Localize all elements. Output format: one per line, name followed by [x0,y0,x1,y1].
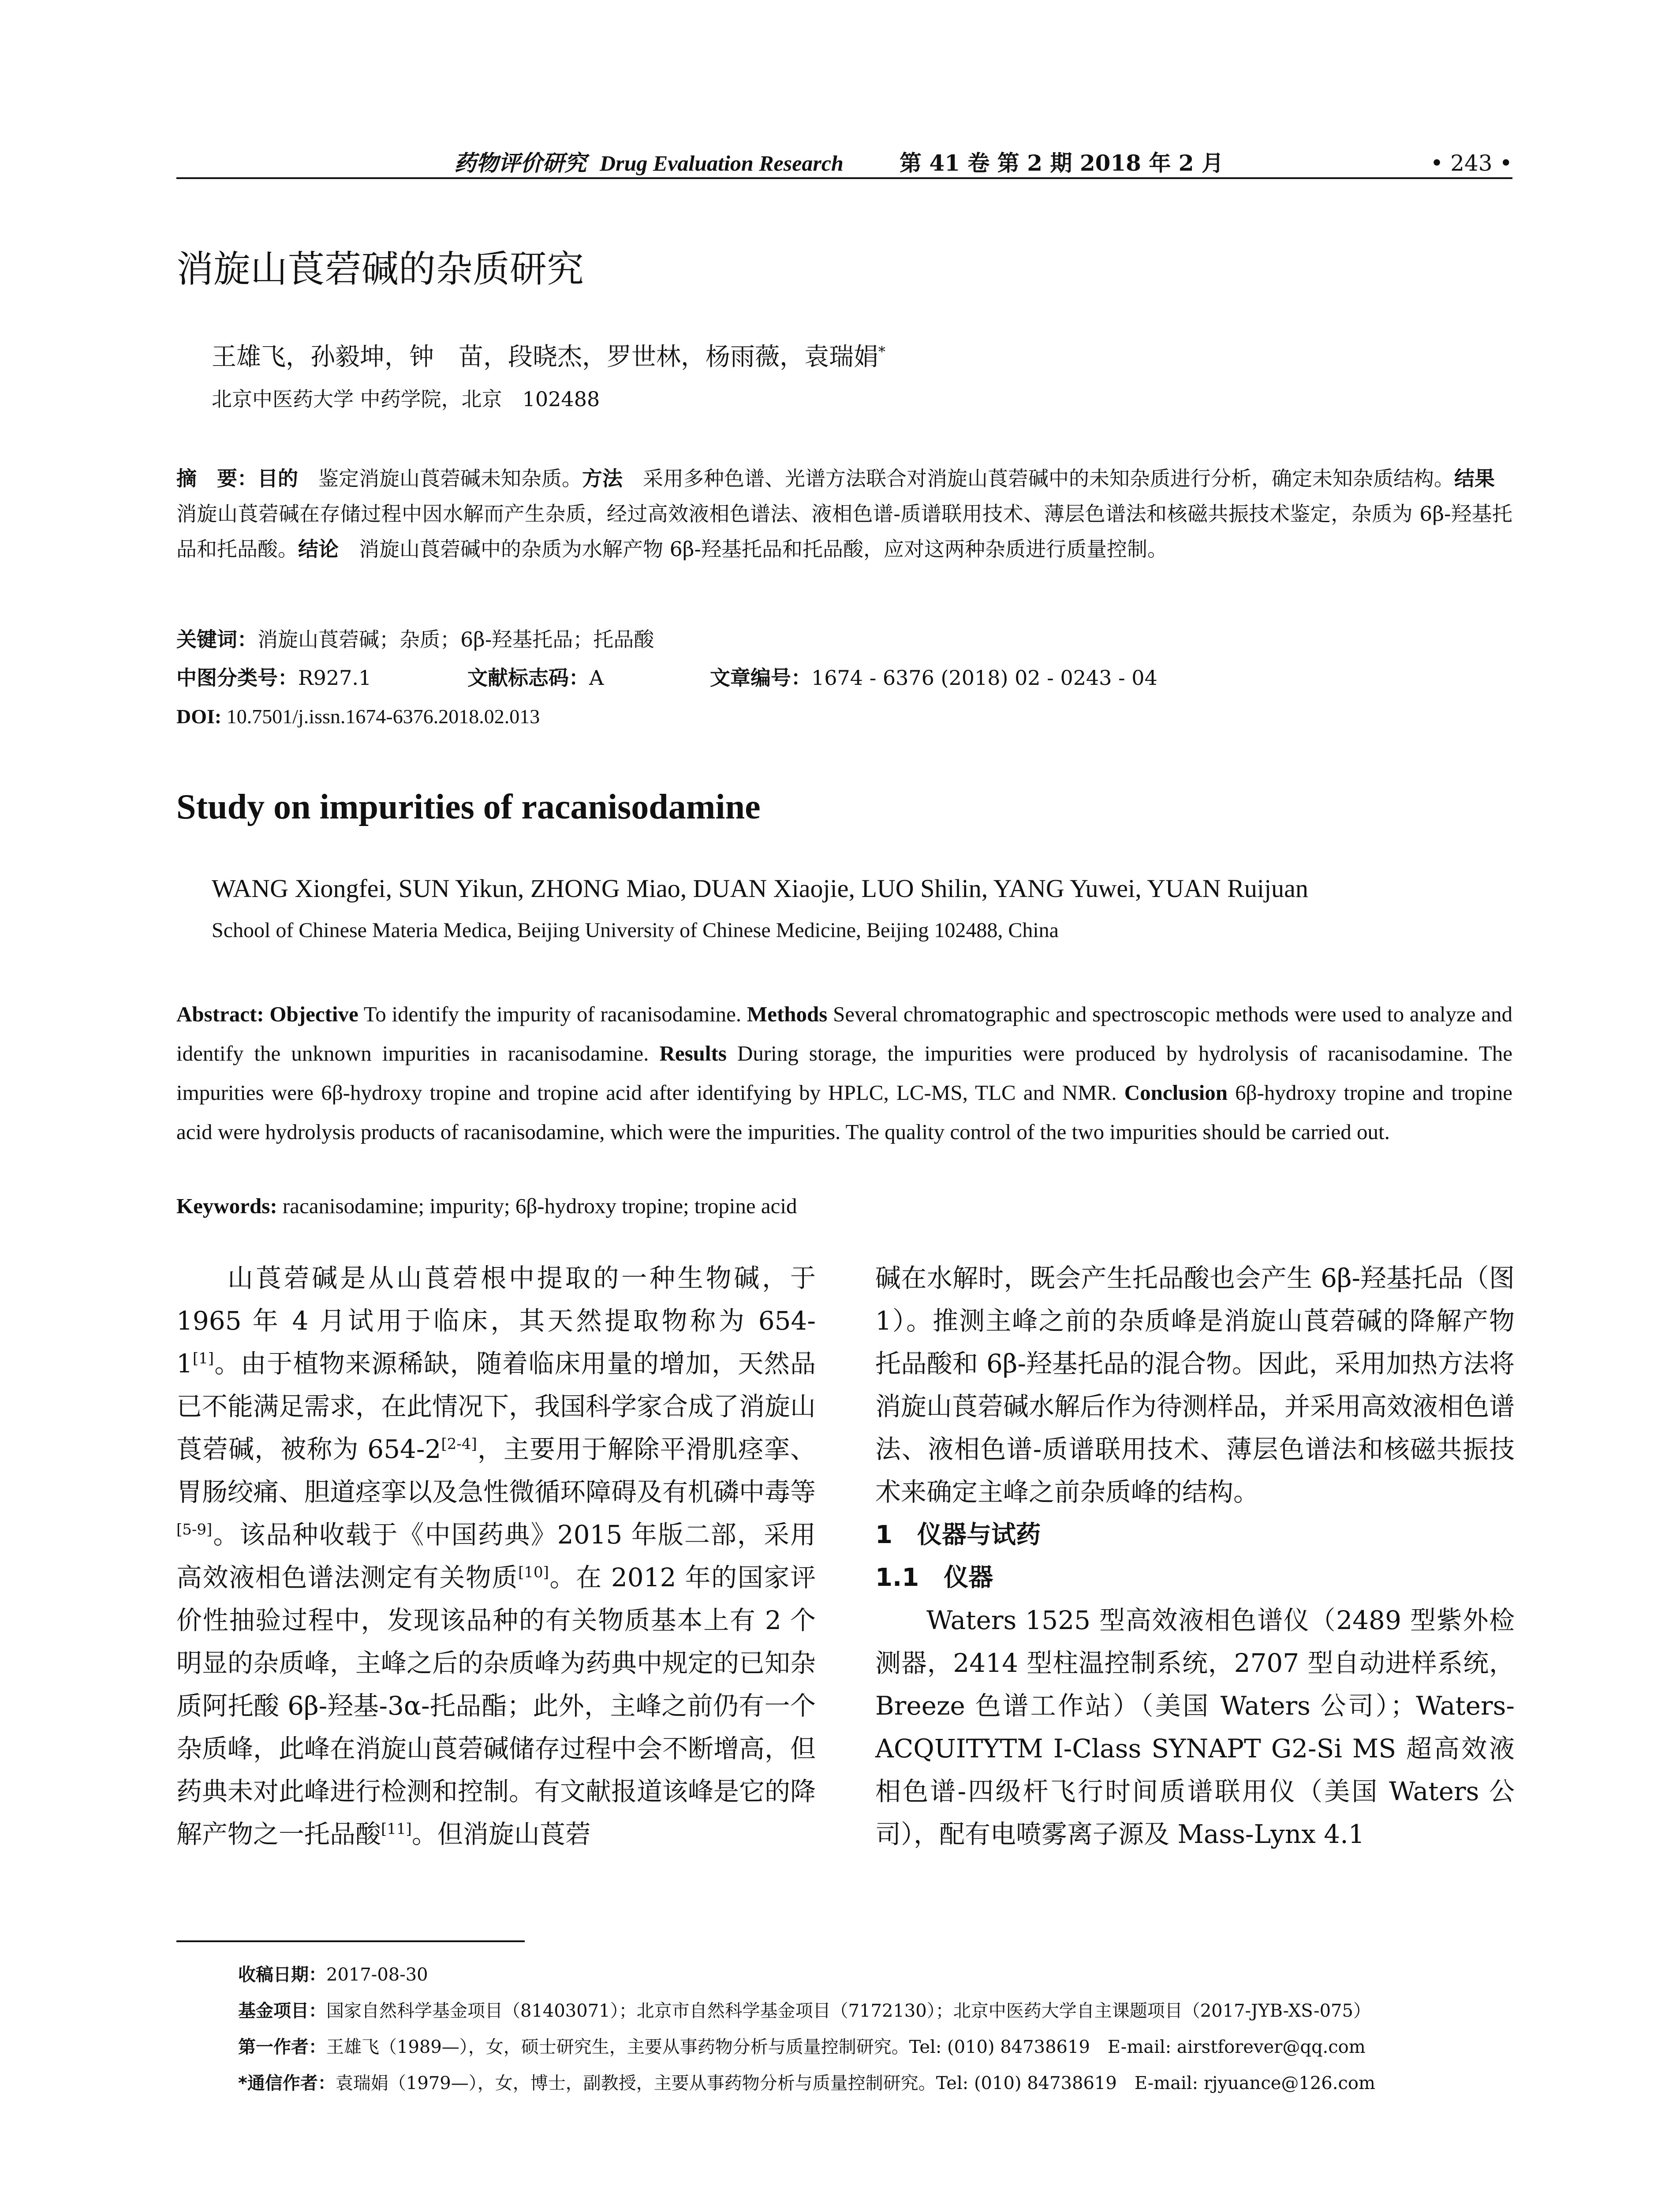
received-label: 收稿日期： [238,1965,326,1985]
doi-value: 10.7501/j.issn.1674-6376.2018.02.013 [221,705,540,728]
results-label-en: Results [659,1041,727,1065]
results-label-cn: 结果 [1454,467,1495,490]
fund-text: 国家自然科学基金项目（81403071）；北京市自然科学基金项目（7172130）；北京中医药大学自主课题项目（2017-JYB-XS-075） [326,2001,1371,2021]
body-column-right [875,1257,1515,1856]
page-number: • 243 • [1430,150,1512,176]
intro-paragraph-continued: 碱在水解时，既会产生托品酸也会产生 6β-羟基托品（图 1）。推测主峰之前的杂质峰是消旋山莨菪碱的降解产物托品酸和 6β-羟基托品的混合物。因此，采用加热方法将消旋山莨菪碱水解后作为待测样品，并采用高效液相色谱法、液相色谱-质谱联用技术、薄层色谱法和核磁共振技术来确定主峰之前杂质峰的结构。 [875,1263,1515,1507]
citation-ref: [5-9] [176,1521,213,1539]
doc-code-label: 文献标志码： [467,666,589,690]
objective-label-cn: 目的 [258,467,298,490]
results-cn: 消旋山莨菪碱在存储过程中因水解而产生杂质，经过高效液相色谱法、液相色谱-质谱联用技术、薄层色谱法和核磁共振技术鉴定，杂质为 6β-羟基托品和托品酸。 [176,467,1515,561]
keywords-cn [176,622,1512,657]
footnote-corresponding [238,2070,1375,2097]
methods-label-en: Methods [747,1002,828,1026]
journal-name-en: Drug Evaluation Research [600,151,844,176]
abstract-cn [176,461,1515,567]
abstract-en [176,994,1512,1151]
conclusion-label-cn: 结论 [298,537,339,561]
citation-ref: [1] [192,1349,214,1368]
citation-ref: [2-4] [441,1435,477,1453]
article-number: 1674 - 6376 (2018) 02 - 0243 - 04 [811,666,1157,690]
instrument-paragraph: Waters 1525 型高效液相色谱仪（2489 型紫外检测器，2414 型柱温控制系统，2707 型自动进样系统，Breeze 色谱工作站）（美国 Waters 公司）；Waters-ACQUITYTM I-Class SYNAPT G2-Si MS 超高效液相色谱-四级杆飞行时间质谱联用仪（美国 Waters 公司），配有电喷雾离子源及 Mass-Lynx 4.1 [875,1605,1515,1849]
doi-label: DOI: [176,705,222,728]
corresponding-text: 袁瑞娟（1979—），女，博士，副教授，主要从事药物分析与质量控制研究。Tel: (010) 84738619 E-mail: rjyuance@126.com [335,2073,1375,2093]
affiliation-en: School of Chinese Materia Medica, Beijing University of Chinese Medicine, Beijing 102488, China [212,919,1059,942]
section-heading: 1 仪器与试药 [875,1521,1041,1549]
objective-en: To identify the impurity of racanisodamine. [358,1002,747,1026]
citation-ref: [10] [518,1563,549,1581]
body-text: 。由于植物来源稀缺，随着临床用量的增加，天然品已不能满足需求，在此情况下，我国科学家合成了消旋山莨菪碱，被称为 654-2 [176,1349,816,1464]
keywords-en [176,1188,1512,1224]
authors-en: WANG Xiongfei, SUN Yikun, ZHONG Miao, DUAN Xiaojie, LUO Shilin, YANG Yuwei, YUAN Ruijuan [212,874,1308,903]
objective-cn: 鉴定消旋山莨菪碱未知杂质。 [298,467,582,490]
clc-label: 中图分类号： [176,666,298,690]
body-text: 。但消旋山莨菪 [411,1819,591,1849]
methods-label-cn: 方法 [582,467,623,490]
journal-name-cn: 药物评价研究 [454,150,586,176]
corresponding-mark: * [878,343,885,360]
keywords-en-label: Keywords: [176,1194,277,1218]
body-text: 。该品种收载于《中国药典》2015 年版二部，采用高效液相色谱法测定有关物质 [176,1520,816,1592]
footnote-rule [176,1940,525,1942]
title-en: Study on impurities of racanisodamine [176,788,761,826]
methods-cn: 采用多种色谱、光谱方法联合对消旋山莨菪碱中的未知杂质进行分析，确定未知杂质结构。 [623,467,1454,490]
conclusion-label-en: Conclusion [1124,1080,1228,1105]
citation-ref: [11] [381,1820,412,1838]
keywords-en-text: racanisodamine; impurity; 6β-hydroxy tropine; tropine acid [277,1194,797,1218]
keywords-cn-text: 消旋山莨菪碱；杂质；6β-羟基托品；托品酸 [258,628,654,651]
abstract-en-label: Abstract: Objective [176,1002,358,1026]
first-author-text: 王雄飞（1989—），女，硕士研究生，主要从事药物分析与质量控制研究。Tel: (010) 84738619 E-mail: airstforever@qq.com [326,2037,1366,2057]
abstract-cn-label: 摘 要： [176,467,258,490]
corresponding-label: *通信作者： [238,2073,336,2093]
keywords-cn-label: 关键词： [176,628,258,651]
issue-info: 第 41 卷 第 2 期 2018 年 2 月 [900,150,1224,176]
authors-cn-text: 王雄飞，孙毅坤，钟 苗，段晓杰，罗世林，杨雨薇，袁瑞娟 [212,343,878,371]
doi [176,699,1512,734]
doc-code: A [589,666,604,690]
intro-paragraph [176,1257,816,1856]
received-date: 2017-08-30 [326,1965,428,1985]
fund-label: 基金项目： [238,2001,326,2021]
article-number-label: 文章编号： [710,666,811,690]
conclusion-cn: 消旋山莨菪碱中的杂质为水解产物 6β-羟基托品和托品酸，应对这两种杂质进行质量控制。 [339,537,1168,561]
title-cn: 消旋山莨菪碱的杂质研究 [176,247,584,291]
body-text: 山莨菪碱是从山莨菪根中提取的一种生物碱，于 1965 年 4 月试用于临床，其天然提取物称为 654-1 [176,1263,816,1379]
footnote-first-author [238,2034,1366,2060]
first-author-label: 第一作者： [238,2037,326,2057]
methods-en: Several chromatographic and spectroscopic methods were used to analyze and identify the unknown impurities in racanisodamine. [176,1002,1512,1065]
body-text: 。在 2012 年的国家评价性抽验过程中，发现该品种的有关物质基本上有 2 个明显的杂质峰，主峰之后的杂质峰为药典中规定的已知杂质阿托酸 6β-羟基-3α-托品酯；此外，主峰之前仍有一个杂质峰，此峰在消旋山莨菪碱储存过程中会不断增高，但药典未对此峰进行检测和控制。有文献报道该峰是它的降解产物之一托品酸 [176,1562,816,1849]
results-en: During storage, the impurities were produced by hydrolysis of racanisodamine. The impurities were 6β-hydroxy tropine and tropine acid after identifying by HPLC, LC-MS, TLC and NMR. [176,1041,1512,1105]
clc-code: R927.1 [298,666,372,690]
footnote-received [238,1962,428,1988]
affiliation-cn: 北京中医药大学 中药学院，北京 102488 [212,387,600,411]
authors-cn [212,340,885,375]
body-column-left [176,1257,816,1856]
footnote-fund [238,1998,1371,2024]
conclusion-en: 6β-hydroxy tropine and tropine acid were hydrolysis products of racanisodamine, which were the impurities. The quality control of the two impurities should be carried out. [176,1080,1513,1144]
header-rule [176,177,1512,179]
classification-cn [176,660,1512,695]
subsection-heading: 1.1 仪器 [875,1563,993,1592]
body-text: ，主要用于解除平滑肌痉挛、胃肠绞痛、胆道痉挛以及急性微循环障碍及有机磷中毒等 [176,1434,816,1507]
